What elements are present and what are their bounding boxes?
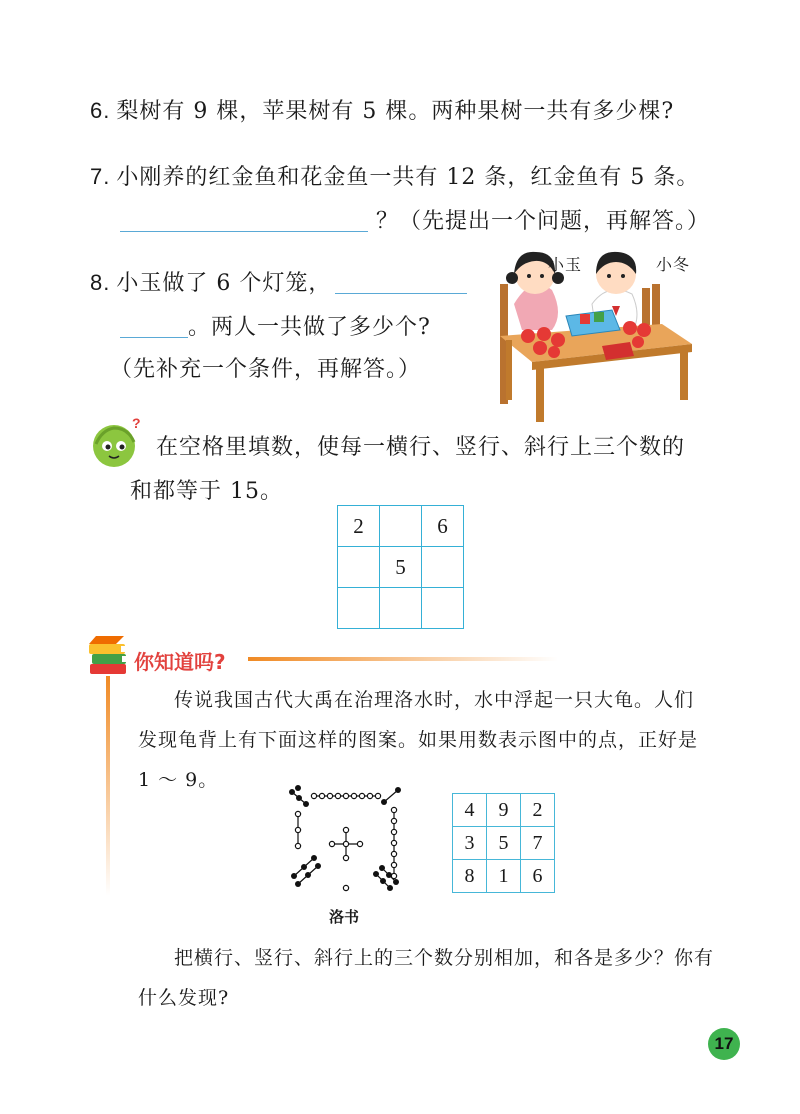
question-8-instruction: （先补充一个条件，再解答。） <box>110 357 422 382</box>
puzzle-line-2: 和都等于 15。 <box>130 479 283 504</box>
question-7-text: 小刚养的红金鱼和花金鱼一共有 12 条，红金鱼有 5 条。 <box>116 165 700 190</box>
title-divider <box>248 657 558 661</box>
magic-square-cell: 3 <box>453 827 487 860</box>
puzzle-grid-row <box>338 506 464 547</box>
magic-square-row <box>453 794 555 827</box>
puzzle-cell[interactable] <box>338 588 380 629</box>
question-7-blank[interactable] <box>120 211 368 232</box>
question-8-blank-1[interactable] <box>335 273 467 294</box>
question-8 <box>90 266 467 297</box>
magic-square-cell: 8 <box>453 860 487 893</box>
puzzle-cell[interactable] <box>422 547 464 588</box>
puzzle-cell[interactable] <box>422 588 464 629</box>
magic-square-cell: 5 <box>487 827 521 860</box>
books-icon <box>86 634 132 680</box>
know-para-1-line: 发现龟背上有下面这样的图案。如果用数表示图中的点，正好是 <box>138 729 699 751</box>
did-you-know-title: 你知道吗? <box>134 650 226 674</box>
puzzle-line-1: 在空格里填数，使每一横行、竖行、斜行上三个数的 <box>156 435 686 460</box>
luoshu-diagram <box>284 784 408 898</box>
puzzle-cell[interactable] <box>380 588 422 629</box>
side-accent-line <box>106 676 110 896</box>
question-8-text-2: 。两人一共做了多少个? <box>188 315 431 340</box>
puzzle-grid-row <box>338 547 464 588</box>
know-para-2-line: 什么发现? <box>138 987 230 1009</box>
question-8-number: 8. <box>90 270 111 295</box>
know-para-1-line: 传说我国古代大禹在治理洛水时，水中浮起一只大龟。人们 <box>174 689 695 711</box>
question-7-line2 <box>120 204 710 235</box>
question-7 <box>90 160 699 191</box>
puzzle-grid <box>337 505 464 629</box>
know-para-2-line: 把横行、竖行、斜行上的三个数分别相加，和各是多少？你有 <box>174 947 715 969</box>
question-8-text: 小玉做了 6 个灯笼， <box>116 271 332 296</box>
label-xiaoyu: 小玉 <box>548 255 583 274</box>
magic-square-cell: 2 <box>521 794 555 827</box>
question-8-blank-2[interactable] <box>120 317 188 338</box>
question-7-number: 7. <box>90 164 111 189</box>
puzzle-cell[interactable] <box>338 547 380 588</box>
question-6-number: 6. <box>90 98 111 123</box>
page-number: 17 <box>708 1028 740 1060</box>
magic-square-cell: 9 <box>487 794 521 827</box>
label-xiaodong: 小冬 <box>656 255 691 274</box>
magic-square-cell: 4 <box>453 794 487 827</box>
question-7-prompt: ？（先提出一个问题，再解答。） <box>376 209 711 234</box>
puzzle-cell: 5 <box>380 547 422 588</box>
puzzle-cell[interactable] <box>380 506 422 547</box>
puzzle-cell: 6 <box>422 506 464 547</box>
magic-square-row <box>453 827 555 860</box>
magic-square-cell: 7 <box>521 827 555 860</box>
svg-text:?: ? <box>132 415 141 431</box>
mascot-icon <box>88 414 148 470</box>
know-para-1-line: 1 ～ 9。 <box>138 769 219 791</box>
magic-square-cell: 1 <box>487 860 521 893</box>
know-para-1 <box>138 680 698 800</box>
magic-square-grid <box>452 793 555 893</box>
question-6 <box>90 94 674 125</box>
magic-square-cell: 6 <box>521 860 555 893</box>
know-para-2 <box>138 938 714 1018</box>
luoshu-caption: 洛书 <box>329 908 360 926</box>
puzzle-grid-row <box>338 588 464 629</box>
question-6-text: 梨树有 9 棵，苹果树有 5 棵。两种果树一共有多少棵? <box>116 99 675 124</box>
children-table-illustration <box>492 244 702 424</box>
question-8-line2 <box>120 310 431 341</box>
puzzle-cell: 2 <box>338 506 380 547</box>
magic-square-row <box>453 860 555 893</box>
